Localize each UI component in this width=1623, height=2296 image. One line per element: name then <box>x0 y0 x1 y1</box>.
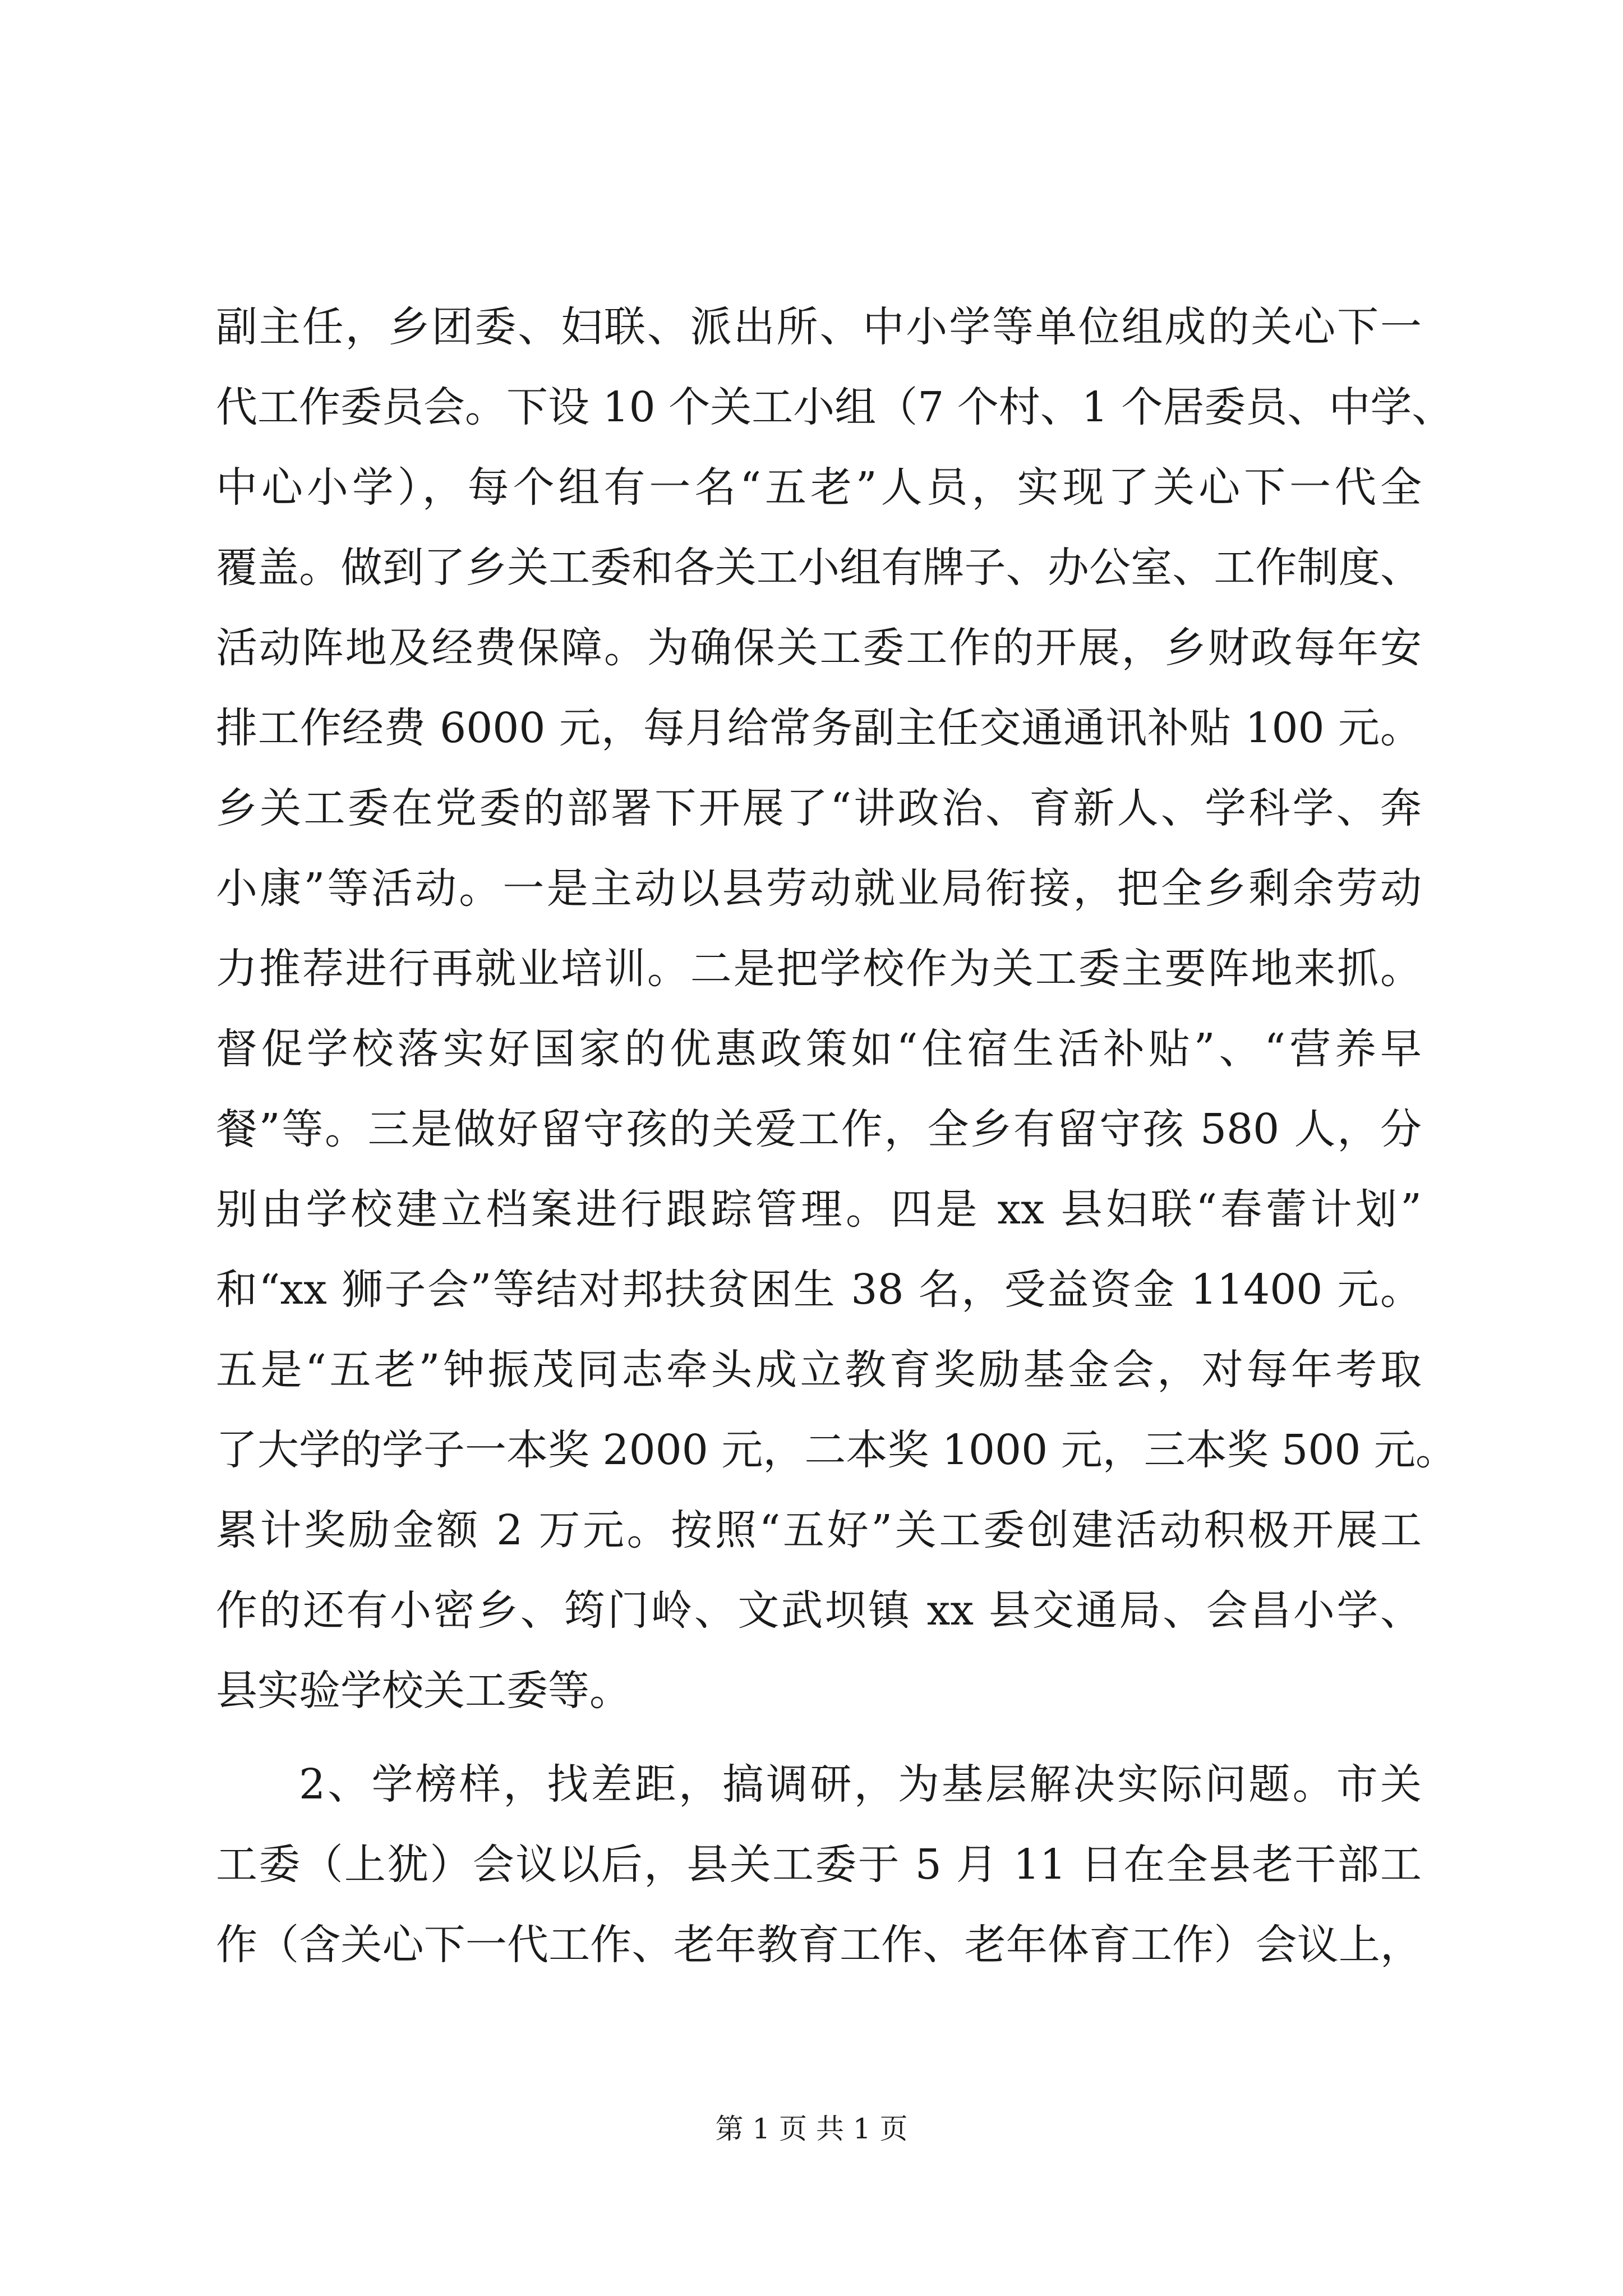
text-line: 2、学榜样，找差距，搞调研，为基层解决实际问题。市关 <box>299 1760 1422 1809</box>
text-line: 活动阵地及经费保障。为确保关工委工作的开展，乡财政每年安 <box>216 624 1422 672</box>
text-line: 乡关工委在党委的部署下开展了“讲政治、育新人、学科学、奔 <box>216 784 1422 832</box>
text-line: 作的还有小密乡、筠门岭、文武坝镇 xx 县交通局、会昌小学、 <box>216 1586 1422 1635</box>
text-line: 代工作委员会。下设 10 个关工小组（7 个村、1 个居委员、中学、 <box>216 383 1454 431</box>
text-line: 中心小学），每个组有一名“五老”人员，实现了关心下一代全 <box>216 463 1422 512</box>
text-line: 副主任，乡团委、妇联、派出所、中小学等单位组成的关心下一 <box>216 303 1422 351</box>
paragraph-2 <box>216 1745 1422 1985</box>
text-line: 了大学的学子一本奖 2000 元，二本奖 1000 元，三本奖 500 元。 <box>216 1426 1458 1474</box>
text-line: 和“xx 狮子会”等结对邦扶贫困生 38 名，受益资金 11400 元。 <box>216 1266 1422 1314</box>
text-line: 作（含关心下一代工作、老年教育工作、老年体育工作）会议上， <box>216 1921 1422 1969</box>
text-line: 累计奖励金额 2 万元。按照“五好”关工委创建活动积极开展工 <box>216 1506 1422 1554</box>
text-line: 五是“五老”钟振茂同志牵头成立教育奖励基金会，对每年考取 <box>216 1346 1422 1394</box>
text-line: 督促学校落实好国家的优惠政策如“住宿生活补贴”、“营养早 <box>216 1025 1422 1073</box>
text-line: 别由学校建立档案进行跟踪管理。四是 xx 县妇联“春蕾计划” <box>216 1185 1422 1234</box>
page-footer: 第 1 页 共 1 页 <box>715 2113 908 2145</box>
paragraph-gap <box>216 1731 1422 1745</box>
paragraph-1 <box>216 287 1458 1731</box>
document-body <box>216 287 1458 1985</box>
text-line: 餐”等。三是做好留守孩的关爱工作，全乡有留守孩 580 人，分 <box>216 1105 1422 1153</box>
text-line: 排工作经费 6000 元，每月给常务副主任交通通讯补贴 100 元。 <box>216 704 1422 752</box>
text-line: 县实验学校关工委等。 <box>216 1667 631 1715</box>
text-line: 小康”等活动。一是主动以县劳动就业局衔接，把全乡剩余劳动 <box>216 864 1422 913</box>
text-line: 覆盖。做到了乡关工委和各关工小组有牌子、办公室、工作制度、 <box>216 544 1422 592</box>
text-line: 工委（上犹）会议以后，县关工委于 5 月 11 日在全县老干部工 <box>216 1841 1422 1889</box>
text-line: 力推荐进行再就业培训。二是把学校作为关工委主要阵地来抓。 <box>216 945 1422 993</box>
